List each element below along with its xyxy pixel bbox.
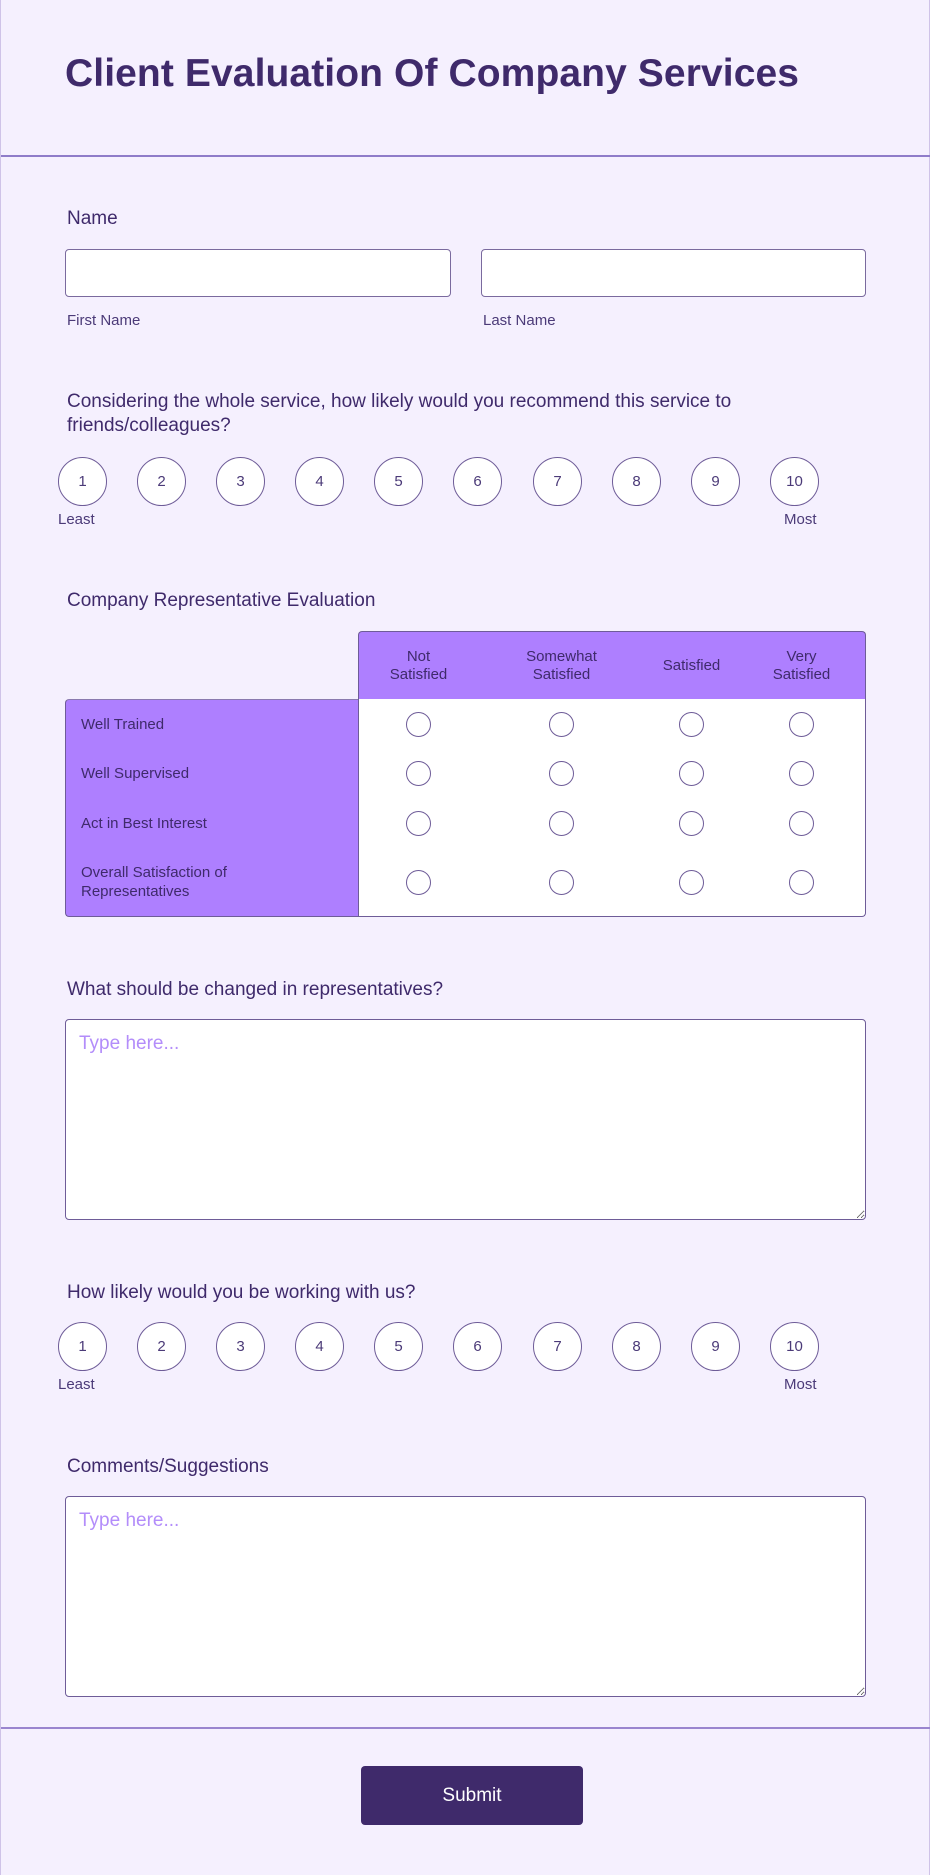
working-option-5[interactable]: 5 bbox=[374, 1322, 423, 1371]
first-name-input[interactable] bbox=[65, 249, 451, 297]
matrix-cell bbox=[478, 798, 646, 849]
working-option-7[interactable]: 7 bbox=[533, 1322, 582, 1371]
working-option-1[interactable]: 1 bbox=[58, 1322, 107, 1371]
name-label: Name bbox=[67, 208, 118, 229]
matrix-row-well-trained: Well Trained bbox=[65, 699, 359, 750]
working-max-label: Most bbox=[784, 1376, 817, 1393]
matrix-cell bbox=[645, 798, 739, 849]
last-name-input[interactable] bbox=[481, 249, 866, 297]
radio-overall-not-satisfied[interactable] bbox=[406, 870, 431, 895]
matrix-row-well-supervised: Well Supervised bbox=[65, 749, 359, 799]
matrix-row-overall-satisfaction: Overall Satisfaction of Representatives bbox=[65, 848, 359, 917]
submit-button[interactable]: Submit bbox=[361, 1766, 583, 1825]
matrix-col-label: Not Satisfied bbox=[389, 648, 448, 683]
radio-best-interest-satisfied[interactable] bbox=[679, 811, 704, 836]
form-title: Client Evaluation Of Company Services bbox=[65, 52, 800, 95]
matrix-cell bbox=[645, 699, 739, 750]
matrix-cell bbox=[645, 749, 739, 799]
radio-best-interest-not-satisfied[interactable] bbox=[406, 811, 431, 836]
radio-well-supervised-very-satisfied[interactable] bbox=[789, 761, 814, 786]
matrix-col-somewhat-satisfied bbox=[478, 631, 646, 700]
matrix-row-act-in-best-interest: Act in Best Interest bbox=[65, 798, 359, 849]
radio-well-trained-satisfied[interactable] bbox=[679, 712, 704, 737]
comments-label: Comments/Suggestions bbox=[67, 1456, 269, 1477]
recommend-option-2[interactable]: 2 bbox=[137, 457, 186, 506]
recommend-option-7[interactable]: 7 bbox=[533, 457, 582, 506]
working-option-4[interactable]: 4 bbox=[295, 1322, 344, 1371]
matrix-col-label: Somewhat Satisfied bbox=[526, 648, 597, 683]
rep-matrix-title: Company Representative Evaluation bbox=[67, 590, 376, 611]
matrix-col-label: Satisfied bbox=[662, 657, 721, 674]
last-name-sublabel: Last Name bbox=[483, 312, 556, 329]
first-name-sublabel: First Name bbox=[67, 312, 141, 329]
working-option-8[interactable]: 8 bbox=[612, 1322, 661, 1371]
matrix-cell bbox=[738, 699, 866, 750]
matrix-cell bbox=[478, 699, 646, 750]
form-header bbox=[1, 0, 930, 157]
radio-best-interest-very-satisfied[interactable] bbox=[789, 811, 814, 836]
matrix-cell bbox=[358, 798, 479, 849]
footer-divider bbox=[1, 1727, 930, 1729]
matrix-cell bbox=[738, 848, 866, 917]
working-option-10[interactable]: 10 bbox=[770, 1322, 819, 1371]
recommend-option-8[interactable]: 8 bbox=[612, 457, 661, 506]
radio-well-supervised-satisfied[interactable] bbox=[679, 761, 704, 786]
recommend-option-9[interactable]: 9 bbox=[691, 457, 740, 506]
radio-well-trained-somewhat-satisfied[interactable] bbox=[549, 712, 574, 737]
matrix-cell bbox=[358, 749, 479, 799]
matrix-cell bbox=[478, 749, 646, 799]
radio-best-interest-somewhat-satisfied[interactable] bbox=[549, 811, 574, 836]
matrix-cell bbox=[358, 699, 479, 750]
working-question: How likely would you be working with us? bbox=[67, 1282, 416, 1303]
working-option-3[interactable]: 3 bbox=[216, 1322, 265, 1371]
changes-label: What should be changed in representatives? bbox=[67, 979, 444, 1000]
recommend-min-label: Least bbox=[58, 511, 95, 528]
matrix-cell bbox=[645, 848, 739, 917]
recommend-option-10[interactable]: 10 bbox=[770, 457, 819, 506]
changes-textarea[interactable] bbox=[65, 1019, 866, 1220]
radio-well-trained-very-satisfied[interactable] bbox=[789, 712, 814, 737]
working-option-9[interactable]: 9 bbox=[691, 1322, 740, 1371]
matrix-cell bbox=[738, 749, 866, 799]
matrix-cell bbox=[358, 848, 479, 917]
radio-well-trained-not-satisfied[interactable] bbox=[406, 712, 431, 737]
comments-textarea[interactable] bbox=[65, 1496, 866, 1697]
working-option-2[interactable]: 2 bbox=[137, 1322, 186, 1371]
matrix-cell bbox=[478, 848, 646, 917]
radio-overall-somewhat-satisfied[interactable] bbox=[549, 870, 574, 895]
radio-overall-satisfied[interactable] bbox=[679, 870, 704, 895]
recommend-option-3[interactable]: 3 bbox=[216, 457, 265, 506]
matrix-col-very-satisfied bbox=[738, 631, 866, 700]
recommend-option-1[interactable]: 1 bbox=[58, 457, 107, 506]
recommend-option-5[interactable]: 5 bbox=[374, 457, 423, 506]
matrix-col-not-satisfied bbox=[358, 631, 479, 700]
matrix-col-satisfied bbox=[645, 631, 739, 700]
working-min-label: Least bbox=[58, 1376, 95, 1393]
radio-well-supervised-not-satisfied[interactable] bbox=[406, 761, 431, 786]
recommend-max-label: Most bbox=[784, 511, 817, 528]
recommend-option-6[interactable]: 6 bbox=[453, 457, 502, 506]
recommend-question: Considering the whole service, how likely would you recommend this service to friends/colleagues? bbox=[67, 391, 732, 436]
matrix-cell bbox=[738, 798, 866, 849]
recommend-option-4[interactable]: 4 bbox=[295, 457, 344, 506]
radio-overall-very-satisfied[interactable] bbox=[789, 870, 814, 895]
radio-well-supervised-somewhat-satisfied[interactable] bbox=[549, 761, 574, 786]
matrix-col-label: Very Satisfied bbox=[772, 648, 831, 683]
working-option-6[interactable]: 6 bbox=[453, 1322, 502, 1371]
